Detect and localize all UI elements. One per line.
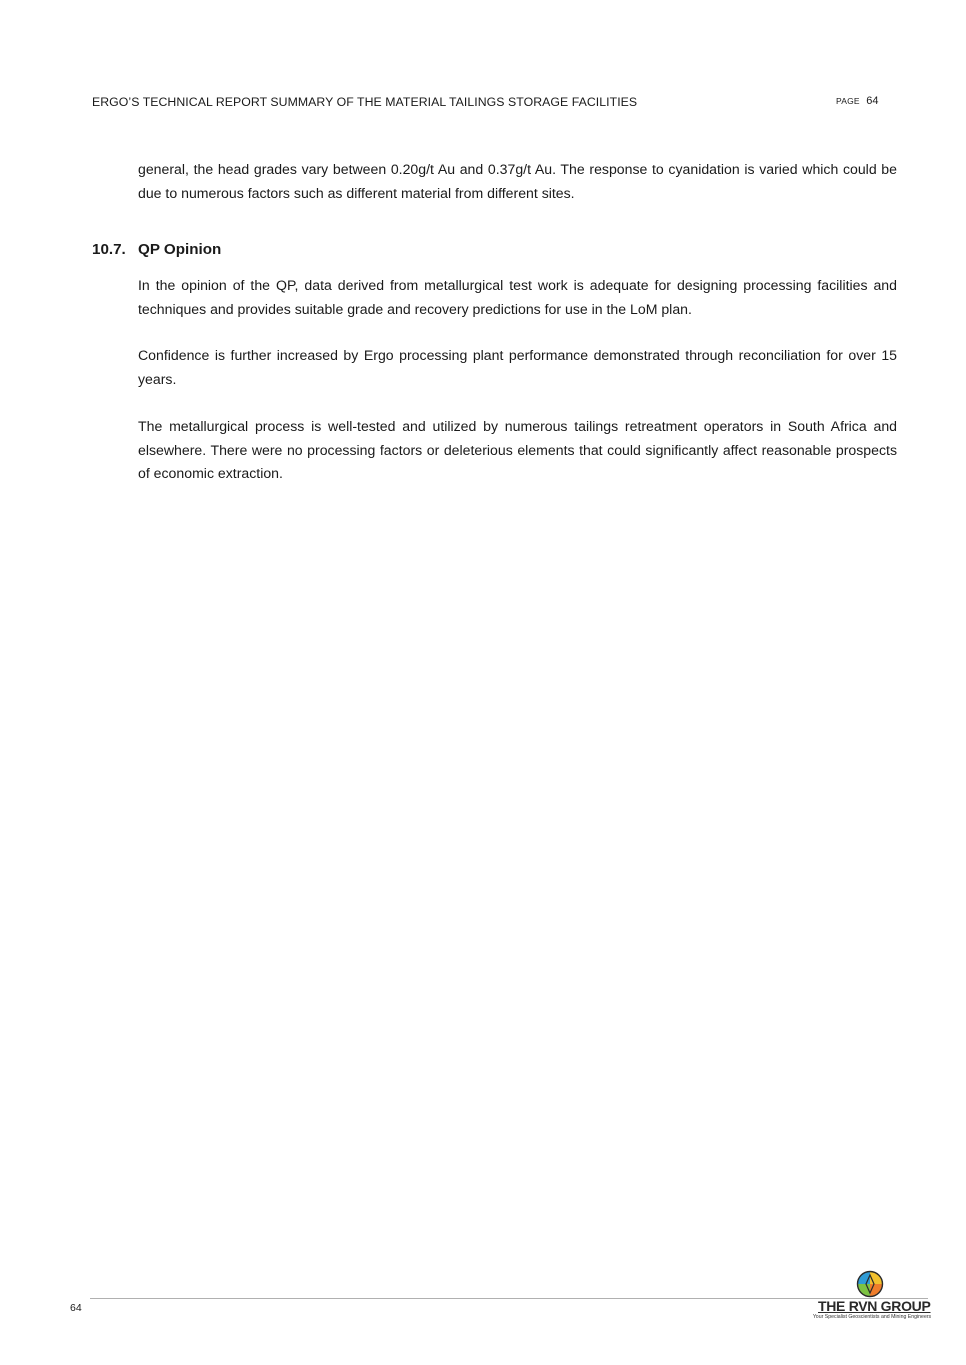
section-paragraph-1: In the opinion of the QP, data derived from metallurgical test work is adequate for designing processing facilities and techniques and provides suitable grade and recovery predictions for use in the LoM plan. <box>138 277 897 317</box>
header-page-number: 64 <box>866 95 879 107</box>
section-heading <box>92 241 221 258</box>
footer-page-number: 64 <box>70 1302 82 1314</box>
company-logo <box>810 1270 934 1326</box>
continuation-paragraph: general, the head grades vary between 0.20g/t Au and 0.37g/t Au. The response to cyanidation is varied which could be due to numerous factors such as different material from different sites. <box>138 161 897 201</box>
header-page-word: PAGE <box>836 96 860 106</box>
header-page-label <box>836 91 879 109</box>
section-number: 10.7. <box>92 241 126 258</box>
rvn-logo-icon <box>856 1270 884 1298</box>
logo-company-name: THE RVN GROUP <box>818 1298 931 1314</box>
document-header-title: ERGO’S TECHNICAL REPORT SUMMARY OF THE MATERIAL TAILINGS STORAGE FACILITIES <box>92 95 638 109</box>
section-paragraph-2: Confidence is further increased by Ergo processing plant performance demonstrated through reconciliation for over 15 years. <box>138 347 897 387</box>
section-paragraph-3: The metallurgical process is well-tested and utilized by numerous tailings retreatment operators in South Africa and elsewhere. There were no processing factors or deleterious elements that could significantly affect reasonable prospects of economic extraction. <box>138 418 897 481</box>
logo-tagline: Your Specialist Geoscientists and Mining Engineers <box>812 1314 932 1320</box>
section-title: QP Opinion <box>138 241 222 258</box>
footer-divider <box>90 1298 928 1299</box>
